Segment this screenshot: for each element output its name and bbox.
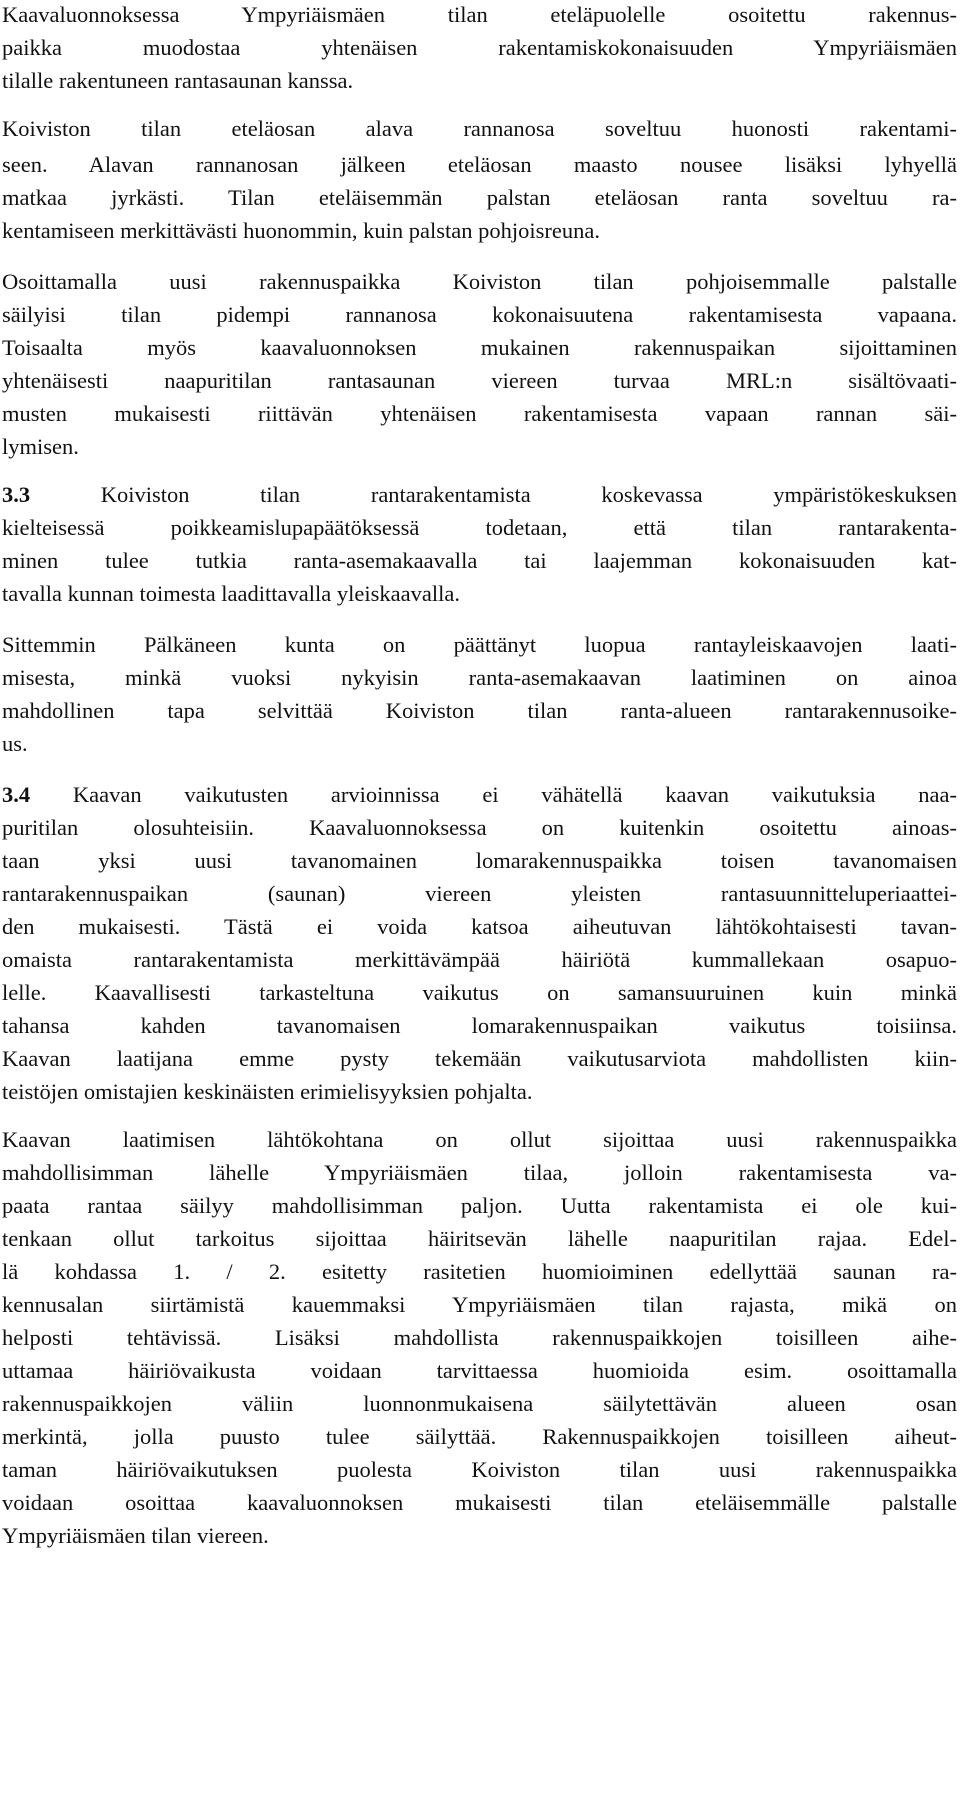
text-line: Kaavaluonnoksessa Ympyriäismäen tilan eteläpuolelle osoitettu rakennus- — [2, 2, 957, 27]
text-line: säilyisi tilan pidempi rannanosa kokonaisuutena rakentamisesta vapaana. — [2, 302, 957, 327]
text-line: den mukaisesti. Tästä ei voida katsoa aiheutuvan lähtökohtaisesti tavan- — [2, 914, 957, 939]
text-line — [2, 480, 957, 510]
text-line — [2, 780, 957, 810]
text-line: tahansa kahden tavanomaisen lomarakennuspaikan vaikutus toisiinsa. — [2, 1013, 957, 1038]
section-text: Kaavan vaikutusten arvioinnissa ei vähätellä kaavan vaikutuksia naa- — [30, 782, 957, 807]
text-line: us. — [2, 731, 28, 756]
text-line: Toisaalta myös kaavaluonnoksen mukainen rakennuspaikan sijoittaminen — [2, 335, 957, 360]
text-line: lymisen. — [2, 434, 79, 459]
text-line: taman häiriövaikutuksen puolesta Koiviston tilan uusi rakennuspaikka — [2, 1457, 957, 1482]
text-line: lelle. Kaavallisesti tarkasteltuna vaikutus on samansuuruinen kuin minkä — [2, 980, 957, 1005]
text-line: helposti tehtävissä. Lisäksi mahdollista rakennuspaikkojen toisilleen aihe- — [2, 1325, 957, 1350]
text-line: matkaa jyrkästi. Tilan eteläisemmän palstan eteläosan ranta soveltuu ra- — [2, 185, 957, 210]
text-line: mahdollisimman lähelle Ympyriäismäen tilaa, jolloin rakentamisesta va- — [2, 1160, 957, 1185]
text-line: Osoittamalla uusi rakennuspaikka Koiviston tilan pohjoisemmalle palstalle — [2, 269, 957, 294]
text-line: misesta, minkä vuoksi nykyisin ranta-asemakaavan laatiminen on ainoa — [2, 665, 957, 690]
text-line: seen. Alavan rannanosan jälkeen eteläosan maasto nousee lisäksi lyhyellä — [2, 152, 957, 177]
text-line: musten mukaisesti riittävän yhtenäisen rakentamisesta vapaan rannan säi- — [2, 401, 957, 426]
text-line: paata rantaa säilyy mahdollisimman paljon. Uutta rakentamista ei ole kui- — [2, 1193, 957, 1218]
section-number: 3.4 — [2, 782, 31, 807]
text-line: tenkaan ollut tarkoitus sijoittaa häiritsevän lähelle naapuritilan rajaa. Edel- — [2, 1226, 957, 1251]
text-line: lä kohdassa 1. / 2. esitetty rasitetien huomioiminen edellyttää saunan ra- — [2, 1259, 957, 1284]
text-line: kentamiseen merkittävästi huonommin, kuin palstan pohjoisreuna. — [2, 218, 601, 243]
text-line: tilalle rakentuneen rantasaunan kanssa. — [2, 68, 354, 93]
text-line: rakennuspaikkojen väliin luonnonmukaisena säilytettävän alueen osan — [2, 1391, 957, 1416]
text-line: yhtenäisesti naapuritilan rantasaunan viereen turvaa MRL:n sisältövaati- — [2, 368, 957, 393]
text-line: uttamaa häiriövaikusta voidaan tarvittaessa huomioida esim. osoittamalla — [2, 1358, 957, 1383]
text-line: taan yksi uusi tavanomainen lomarakennuspaikka toisen tavanomaisen — [2, 848, 957, 873]
text-line: teistöjen omistajien keskinäisten erimielisyyksien pohjalta. — [2, 1079, 533, 1104]
text-line: omaista rantarakentamista merkittävämpää häiriötä kummallekaan osapuo- — [2, 947, 957, 972]
section-number: 3.3 — [2, 482, 31, 507]
text-line: paikka muodostaa yhtenäisen rakentamiskokonaisuuden Ympyriäismäen — [2, 35, 957, 60]
section-text: Koiviston tilan rantarakentamista koskevassa ympäristökeskuksen — [30, 482, 957, 507]
text-line: kielteisessä poikkeamislupapäätöksessä todetaan, että tilan rantarakenta- — [2, 515, 957, 540]
text-line: Kaavan laatimisen lähtökohtana on ollut sijoittaa uusi rakennuspaikka — [2, 1127, 957, 1152]
text-line: rantarakennuspaikan (saunan) viereen yleisten rantasuunnitteluperiaattei- — [2, 881, 957, 906]
text-line: Ympyriäismäen tilan viereen. — [2, 1523, 269, 1548]
text-line: minen tulee tutkia ranta-asemakaavalla tai laajemman kokonaisuuden kat- — [2, 548, 957, 573]
text-line: puritilan olosuhteisiin. Kaavaluonnoksessa on kuitenkin osoitettu ainoas- — [2, 815, 957, 840]
text-line: Sittemmin Pälkäneen kunta on päättänyt luopua rantayleiskaavojen laati- — [2, 632, 957, 657]
text-line: tavalla kunnan toimesta laadittavalla yleiskaavalla. — [2, 581, 460, 606]
text-line: Kaavan laatijana emme pysty tekemään vaikutusarviota mahdollisten kiin- — [2, 1046, 957, 1071]
text-line: kennusalan siirtämistä kauemmaksi Ympyriäismäen tilan rajasta, mikä on — [2, 1292, 957, 1317]
text-line: Koiviston tilan eteläosan alava rannanosa soveltuu huonosti rakentami- — [2, 116, 957, 141]
text-line: merkintä, jolla puusto tulee säilyttää. Rakennuspaikkojen toisilleen aiheut- — [2, 1424, 957, 1449]
text-line: mahdollinen tapa selvittää Koiviston tilan ranta-alueen rantarakennusoike- — [2, 698, 957, 723]
text-line: voidaan osoittaa kaavaluonnoksen mukaisesti tilan eteläisemmälle palstalle — [2, 1490, 957, 1515]
